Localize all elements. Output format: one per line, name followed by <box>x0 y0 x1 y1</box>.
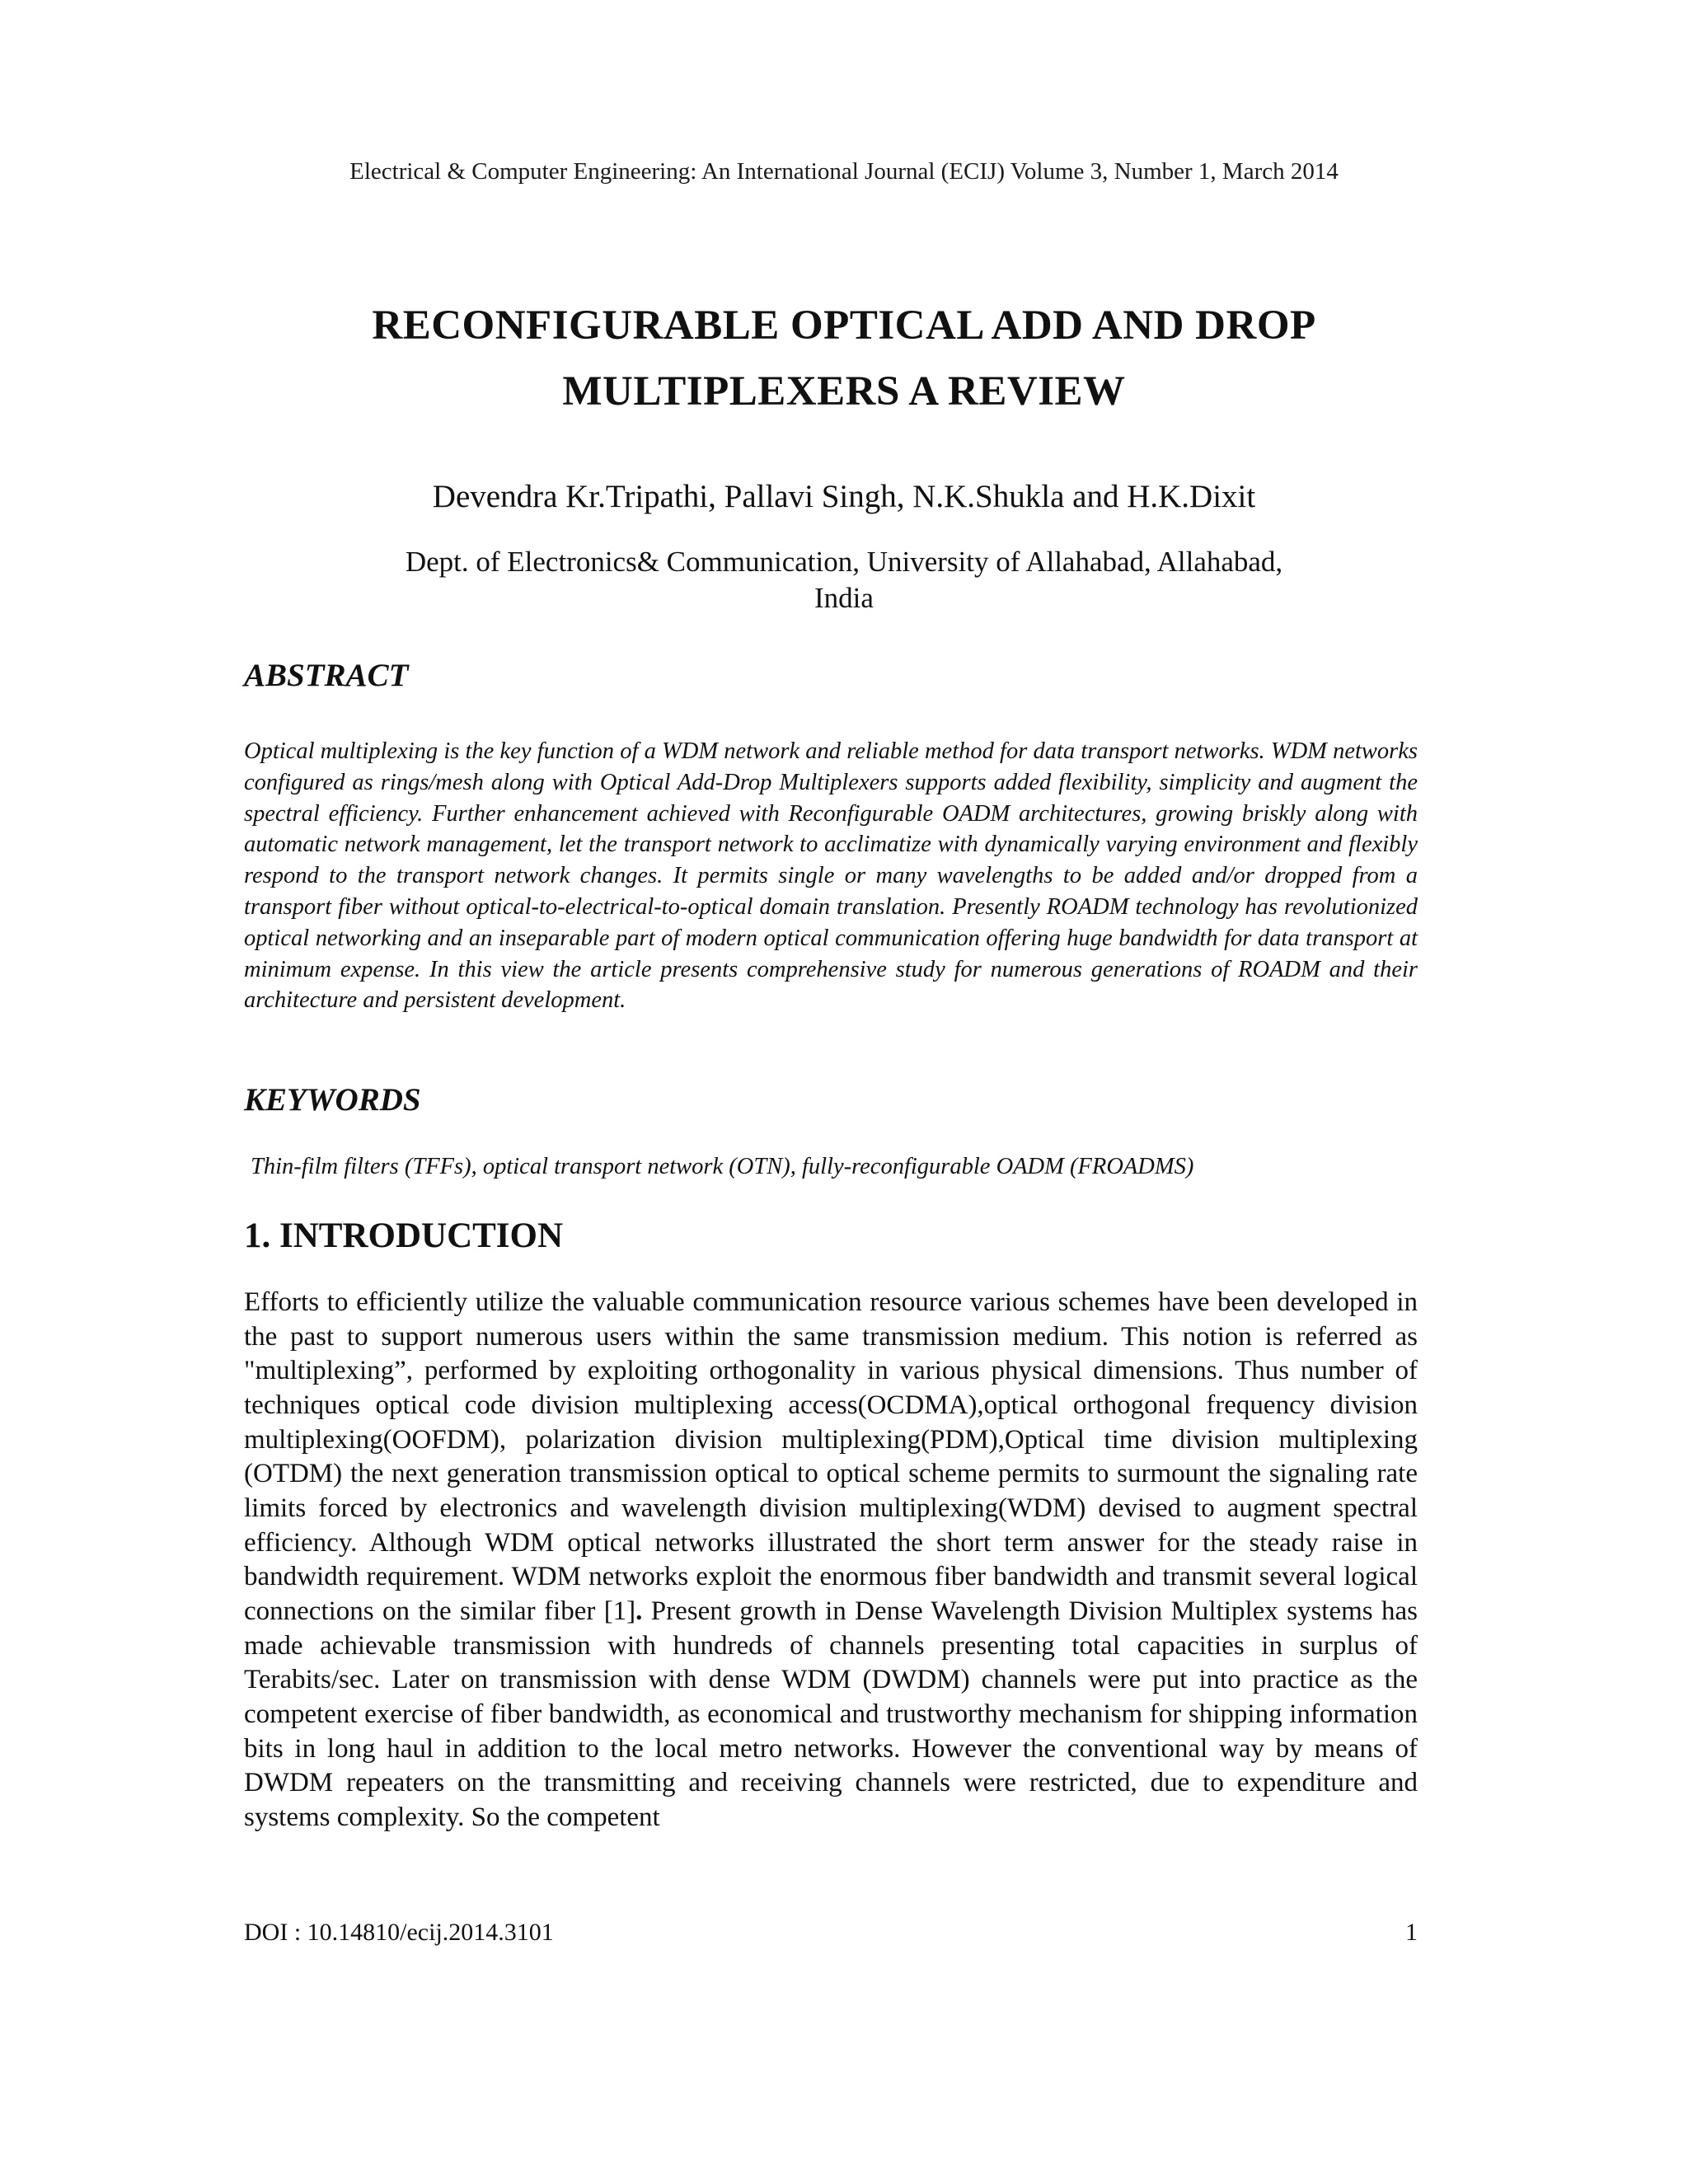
paper-title-line-1: RECONFIGURABLE OPTICAL ADD AND DROP <box>372 302 1316 349</box>
introduction-body <box>244 1286 1418 1835</box>
running-header: Electrical & Computer Engineering: An International Journal (ECIJ) Volume 3, Number 1, March 2014 <box>349 158 1339 185</box>
affiliation-line-1: Dept. of Electronics& Communication, University of Allahabad, Allahabad, <box>405 546 1283 578</box>
affiliation-line-2: India <box>814 582 874 614</box>
introduction-text-part-2: Present growth in Dense Wavelength Division Multiplex systems has made achievable transmission with hundreds of channels presenting total capacities in surplus of Terabits/sec. Later on transmission with dense WDM (DWDM) channels were put into practice as the competent exercise of fiber bandwidth, as economical and trustworthy mechanism for shipping information bits in long haul in addition to the local metro networks. However the conventional way by means of DWDM repeaters on the transmitting and receiving channels were restricted, due to expenditure and systems complexity. So the competent <box>244 1596 1418 1832</box>
affiliation <box>288 544 1400 616</box>
paper-title <box>165 293 1523 424</box>
author-list: Devendra Kr.Tripathi, Pallavi Singh, N.K.Shukla and H.K.Dixit <box>432 479 1256 514</box>
citation-period: . <box>635 1596 643 1626</box>
introduction-heading: 1. INTRODUCTION <box>244 1216 564 1255</box>
introduction-paragraph <box>244 1286 1418 1835</box>
paper-title-line-2: MULTIPLEXERS A REVIEW <box>562 368 1126 415</box>
footer-doi: DOI : 10.14810/ecij.2014.3101 <box>244 1919 554 1946</box>
abstract-body: Optical multiplexing is the key function of a WDM network and reliable method for data transport networks. WDM networks configured as rings/mesh along with Optical Add-Drop Multiplexers supports added flexibility, simplicity and augment the spectral efficiency. Further enhancement achieved with Reconfigurable OADM architectures, growing briskly along with automatic network management, let the transport network to acclimatize with dynamically varying environment and flexibly respond to the transport network changes. It permits single or many wavelengths to be added and/or dropped from a transport fiber without optical-to-electrical-to-optical domain translation. Presently ROADM technology has revolutionized optical networking and an inseparable part of modern optical communication offering huge bandwidth for data transport at minimum expense. In this view the article presents comprehensive study for numerous generations of ROADM and their architecture and persistent development. <box>244 738 1418 1014</box>
keywords-heading: KEYWORDS <box>244 1082 421 1118</box>
page-number: 1 <box>1405 1919 1418 1946</box>
introduction-text-part-1: Efforts to efficiently utilize the valuable communication resource various schemes have been developed in the past to support numerous users within the same transmission medium. This notion is referred as "multiplexing”, performed by exploiting orthogonality in various physical dimensions. Thus number of techniques optical code division multiplexing access(OCDMA),optical orthogonal frequency division multiplexing(OOFDM), polarization division multiplexing(PDM),Optical time division multiplexing (OTDM) the next generation transmission optical to optical scheme permits to surmount the signaling rate limits forced by electronics and wavelength division multiplexing(WDM) devised to augment spectral efficiency. Although WDM optical networks illustrated the short term answer for the steady raise in bandwidth requirement. WDM networks exploit the enormous fiber bandwidth and transmit several logical connections on the similar fiber [1] <box>244 1287 1418 1626</box>
abstract-heading: ABSTRACT <box>244 658 409 693</box>
keywords-body: Thin-film filters (TFFs), optical transport network (OTN), fully-reconfigurable OADM (FROADMS) <box>251 1154 1194 1179</box>
